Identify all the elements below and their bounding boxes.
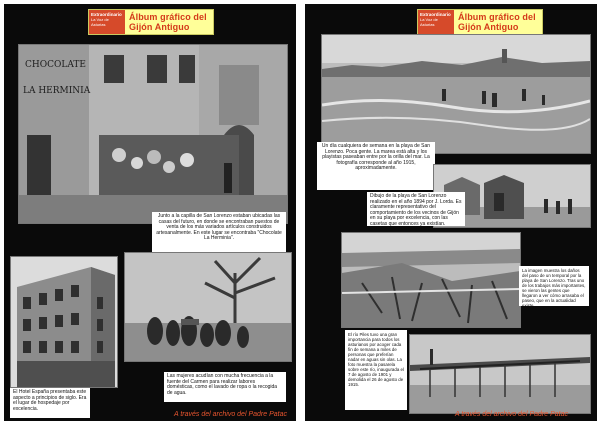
title-line-1-right: Álbum gráfico del [458,12,536,22]
left-page [4,4,296,421]
right-page [305,4,597,421]
photo-beach-san-lorenzo [321,34,591,154]
caption-women: Las mujeres acudían con mucha frecuencia a la fuente del Carmen para realizar labores domésticas, como el lavado de ropa o la recogida de agua. [164,372,286,402]
photo-hotel-espana [10,256,118,388]
caption-huts: Dibujo de la playa de San Lorenzo realizado en el año 1894 por J. Lorda. Es claramente representativo del comportamiento de los vecinos de Gijón en su playa por excelencia, con las casetas que entonces ya existían. [367,192,465,226]
badge-bottom-text: La Voz de Asturias [91,17,109,27]
photo-river-pier [409,334,591,414]
left-footer: A través del archivo del Padre Patac [174,411,287,418]
photo-chapel-shops [18,44,288,224]
caption-storm: La imagen muestra los daños del paso de un temporal por la playa de San Lorenzo. Tras uno de los trabajos más importantes, se vieron las gentes que llegaron a ver cómo arrasaba el paseo, que en la actualidad existe. [519,266,589,306]
section-title-right [454,12,536,32]
shop-sign-herminia: LA HERMINIA [23,86,91,96]
section-title [125,12,207,32]
badge-bottom-text-right: La Voz de Asturias [420,17,438,27]
badge-top-text-right: Extraordinario [420,12,451,17]
caption-beach: Un día cualquiera de semana en la playa de San Lorenzo. Poca gente. La marea está alta y los playistas paseaban entre por la orilla del mar. La fotografía corresponde al año 1915, aproximadamente. [317,142,435,190]
shop-sign-chocolate: CHOCOLATE [25,60,86,70]
caption-pier: El río Piles tuvo una gran importancia para todos los asturianos por acoger cada fin de semana a miles de personas que preferían nadar en aguas sin olas. La foto muestra la pasarela sobre este río, inaugurada el 7 de agosto de 1901 y demolida el 26 de agosto de 1915. [345,330,407,410]
badge-top-text: Extraordinario [91,12,122,17]
title-line-2-right: Gijón Antiguo [458,22,519,32]
title-line-1: Álbum gráfico del [129,12,207,22]
caption-chapel: Junto a la capilla de San Lorenzo estaban ubicadas las casas del futuro, en donde se encontraban puestos de venta de los más variados artículos construidos artesanalmente. En este lugar se encontraba "Chocolate La Herminia". [152,212,286,254]
right-footer: A través del archivo del Padre Patac [455,411,568,418]
caption-hotel: El Hotel España presentaba este aspecto a principios de siglo. Era el lugar de hospedaje por excelencia. [10,388,90,418]
right-page-header [417,9,543,35]
publication-badge-right [418,10,454,34]
photo-women-fountain [124,252,292,362]
photo-storm-damage [341,232,521,328]
publication-badge [89,10,125,34]
title-line-2: Gijón Antiguo [129,22,190,32]
left-page-header [88,9,214,35]
